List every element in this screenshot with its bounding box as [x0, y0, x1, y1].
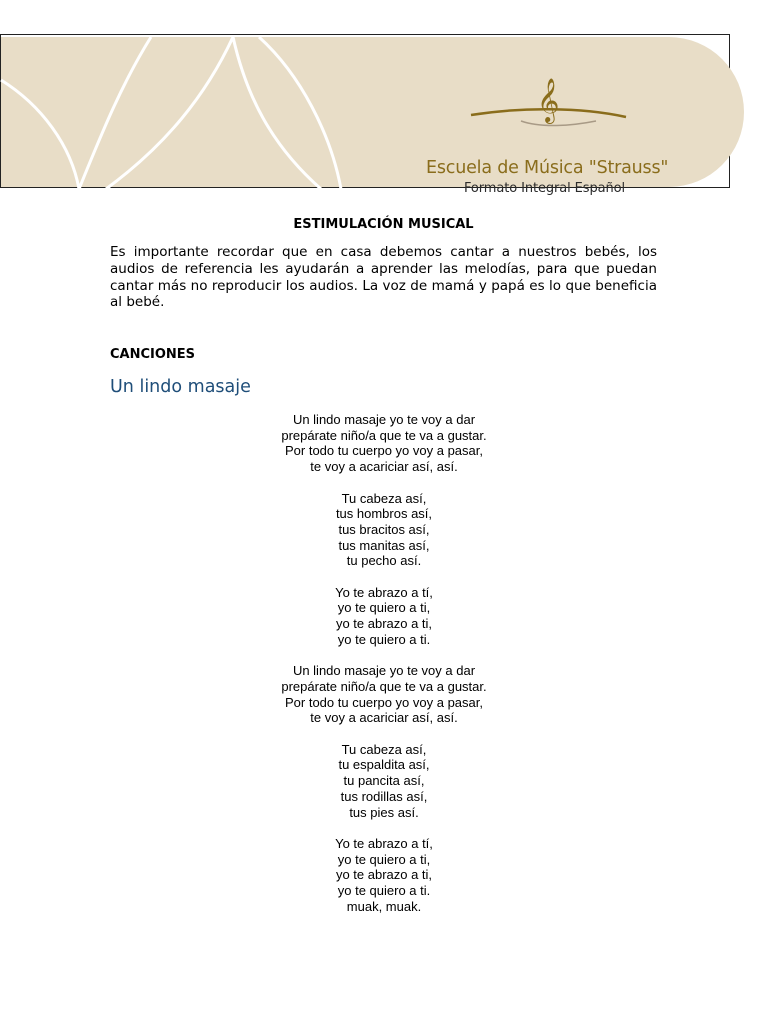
section-heading: CANCIONES	[110, 347, 196, 362]
lyric-line: tus manitas así,	[338, 537, 430, 553]
lyric-line: tu pecho así.	[346, 553, 422, 569]
lyric-line: Yo te abrazo a tí,	[335, 584, 433, 600]
lyric-line: tus hombros así,	[335, 506, 433, 522]
lyric-line: muak, muak.	[346, 898, 422, 914]
lyric-line: tus bracitos así,	[338, 521, 430, 537]
header-banner	[0, 34, 730, 196]
lyric-line: tu pancita así,	[343, 773, 425, 789]
lyric-line: Tu cabeza así,	[341, 741, 427, 757]
lyric-stanza	[234, 585, 534, 648]
lyric-stanza	[234, 491, 534, 570]
lyric-line: tus pies así.	[349, 804, 419, 820]
lyric-line: Yo te abrazo a tí,	[335, 835, 433, 851]
lyric-line: prepárate niño/a que te va a gustar.	[281, 427, 487, 443]
lyric-line: tus rodillas así,	[340, 788, 428, 804]
lyric-line: yo te abrazo a ti,	[335, 616, 433, 632]
lyric-line: te voy a acariciar así, así.	[310, 459, 458, 475]
lyric-line: yo te quiero a ti,	[337, 600, 431, 616]
lyric-line: Tu cabeza así,	[341, 490, 427, 506]
lyric-line: tu espaldita así,	[338, 757, 430, 773]
lyric-stanza	[234, 663, 534, 726]
lyric-line: Por todo tu cuerpo yo voy a pasar,	[284, 443, 483, 459]
school-name: Escuela de Música "Strauss"	[426, 158, 669, 178]
lyric-line: yo te quiero a ti,	[337, 851, 431, 867]
lyric-stanza	[234, 836, 534, 915]
school-subtitle: Formato Integral Español	[464, 181, 625, 196]
lyric-line: yo te abrazo a ti,	[335, 867, 433, 883]
lyric-stanza	[234, 412, 534, 475]
lyric-line: Un lindo masaje yo te voy a dar	[292, 412, 476, 427]
lyric-line: prepárate niño/a que te va a gustar.	[281, 678, 487, 694]
intro-paragraph: Es importante recordar que en casa debemos cantar a nuestros bebés, los audios de referencia les ayudarán a aprender las melodías, para que puedan cantar más no reproducir los audios. La voz de mamá y papá es lo que beneficia al bebé.	[110, 244, 657, 311]
song-title: Un lindo masaje	[110, 377, 251, 397]
document-title: ESTIMULACIÓN MUSICAL	[293, 217, 474, 232]
lyric-line: te voy a acariciar así, así.	[310, 710, 458, 726]
lyric-stanza	[234, 742, 534, 821]
lyric-line: yo te quiero a ti.	[337, 883, 431, 899]
song-lyrics	[234, 412, 534, 930]
lyric-line: yo te quiero a ti.	[337, 631, 431, 647]
lyric-line: Un lindo masaje yo te voy a dar	[292, 663, 476, 679]
svg-text:𝄞: 𝄞	[537, 78, 560, 122]
lyric-line: Por todo tu cuerpo yo voy a pasar,	[284, 694, 483, 710]
